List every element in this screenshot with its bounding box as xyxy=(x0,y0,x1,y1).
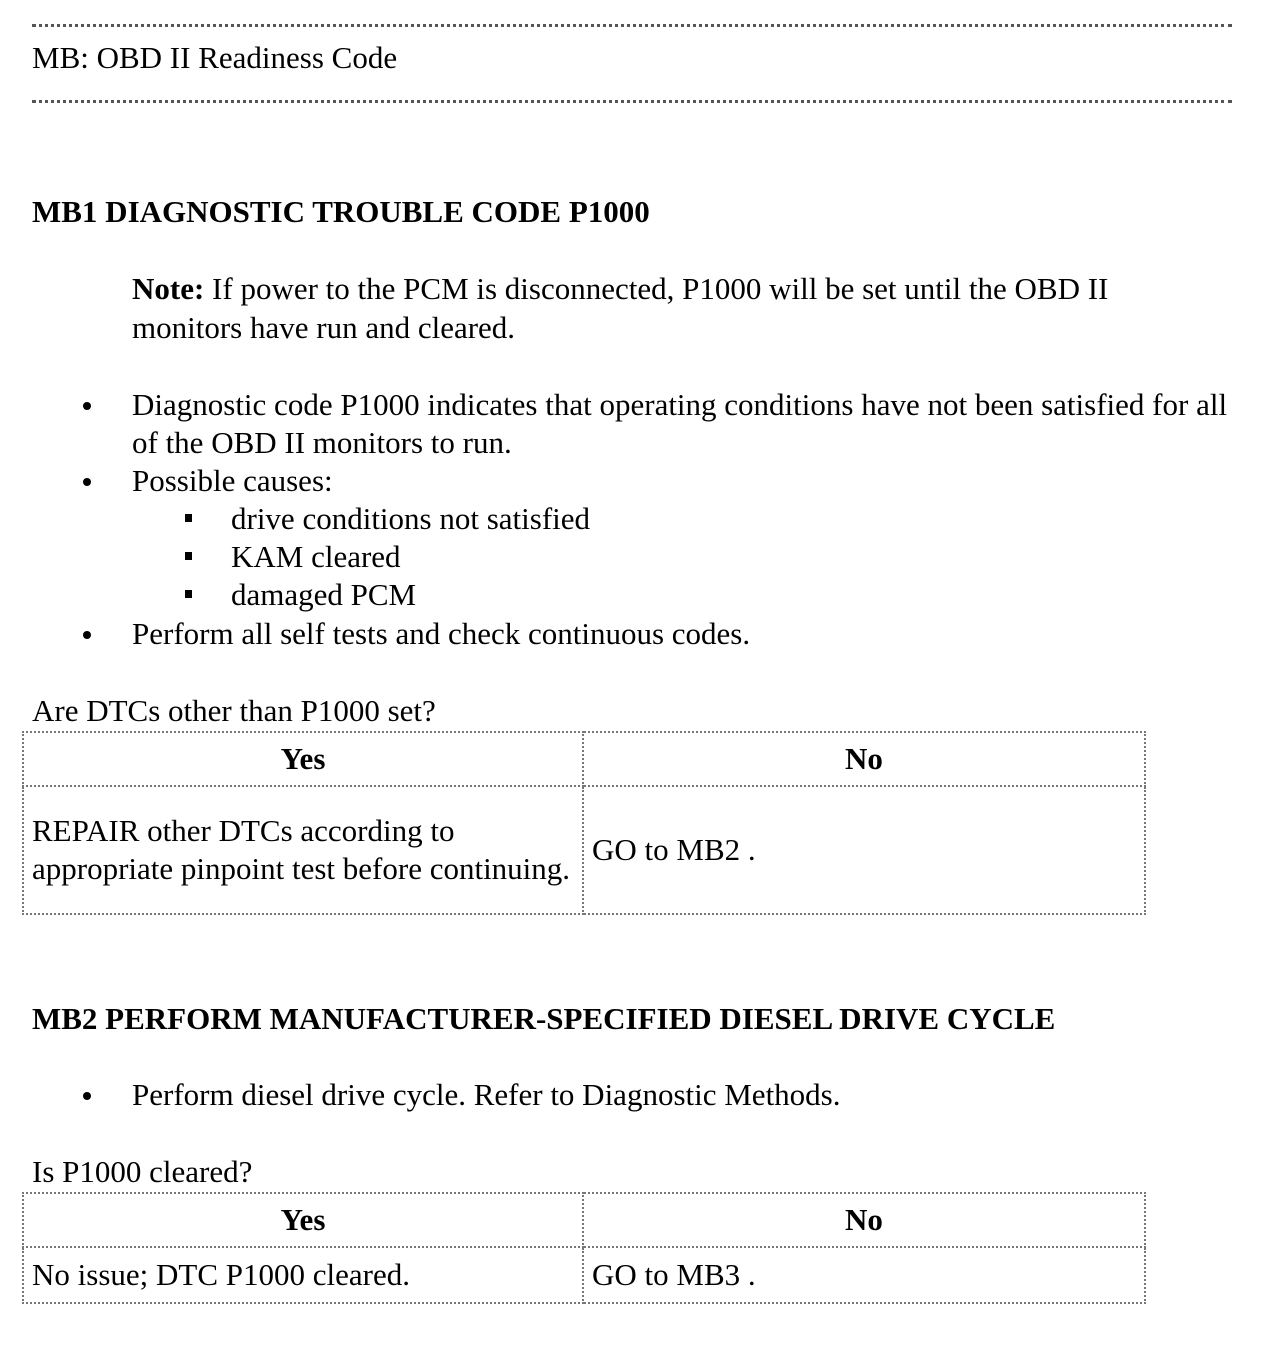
note-label: Note: xyxy=(132,271,205,306)
mb2-question: Is P1000 cleared? xyxy=(32,1154,253,1189)
header-divider xyxy=(32,100,1232,103)
no-column-header: No xyxy=(583,732,1145,786)
yes-column-header: Yes xyxy=(23,732,583,786)
mb2-bullet-drive-cycle: Perform diesel drive cycle. Refer to Diagnostic Methods. xyxy=(132,1077,841,1112)
mb1-heading: MB1 DIAGNOSTIC TROUBLE CODE P1000 xyxy=(32,194,650,229)
mb1-note xyxy=(132,269,1222,347)
mb2-heading: MB2 PERFORM MANUFACTURER-SPECIFIED DIESEL DRIVE CYCLE xyxy=(32,1001,1056,1036)
no-column-header: No xyxy=(583,1193,1145,1247)
mb1-decision-table xyxy=(22,731,1146,915)
no-action-cell: GO to MB3 . xyxy=(583,1247,1145,1303)
top-divider xyxy=(32,24,1232,27)
note-text: If power to the PCM is disconnected, P1000 will be set until the OBD II monitors have run and cleared. xyxy=(132,271,1109,345)
mb1-question: Are DTCs other than P1000 set? xyxy=(32,693,436,728)
page-title: MB: OBD II Readiness Code xyxy=(32,40,398,75)
mb1-bullet-causes: Possible causes: xyxy=(132,463,333,498)
cause-item: damaged PCM xyxy=(231,577,417,612)
cause-item: KAM cleared xyxy=(231,539,401,574)
no-action-cell: GO to MB2 . xyxy=(583,786,1145,914)
mb1-bullet-description: Diagnostic code P1000 indicates that operating conditions have not been satisfied for all of the OBD II monitors to run. xyxy=(132,386,1232,462)
mb2-decision-table xyxy=(22,1192,1146,1304)
yes-action-cell: REPAIR other DTCs according to appropriate pinpoint test before continuing. xyxy=(23,786,583,914)
cause-item: drive conditions not satisfied xyxy=(231,501,591,536)
yes-action-cell: No issue; DTC P1000 cleared. xyxy=(23,1247,583,1303)
yes-column-header: Yes xyxy=(23,1193,583,1247)
mb1-bullet-self-tests: Perform all self tests and check continuous codes. xyxy=(132,616,751,651)
